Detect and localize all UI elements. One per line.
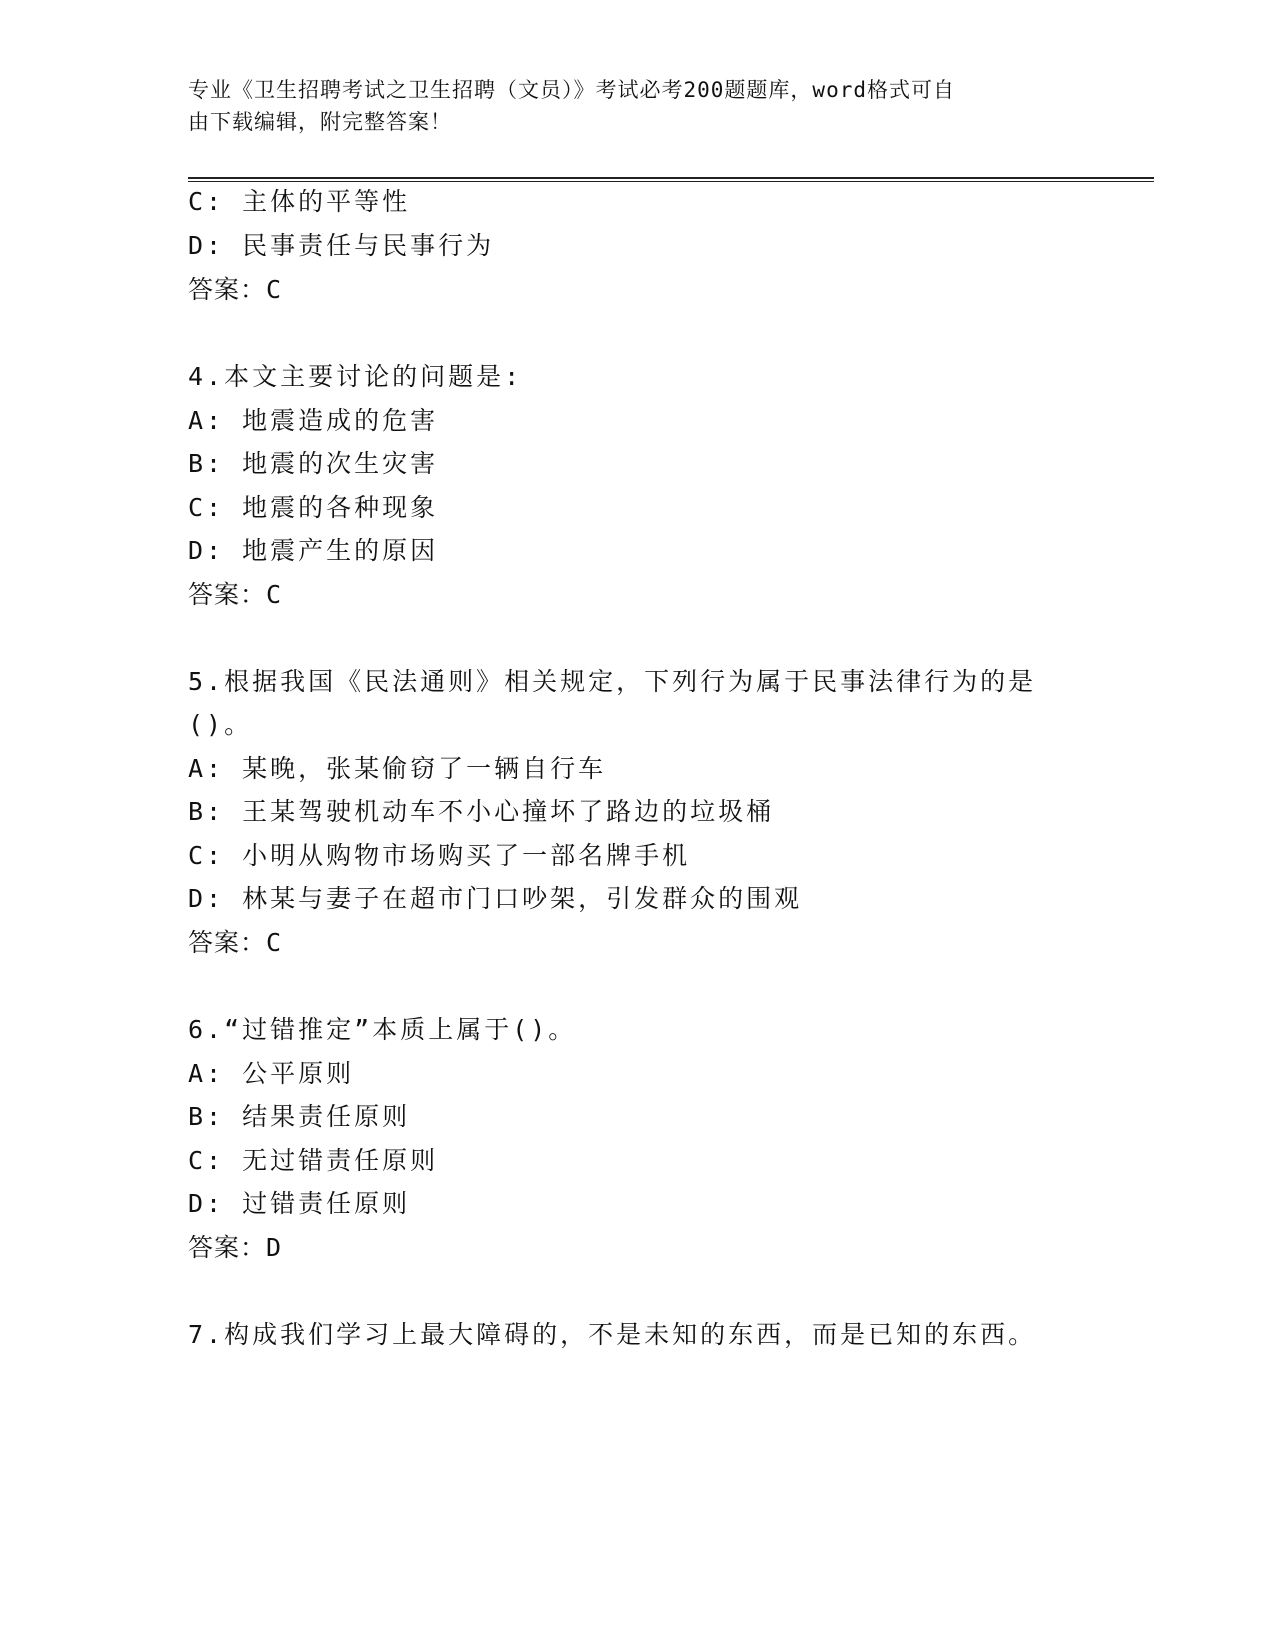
prev-answer: 答案：C xyxy=(188,275,283,304)
q6-option-a: A: 公平原则 xyxy=(188,1059,355,1088)
q7-stem: 7.构成我们学习上最大障碍的，不是未知的东西，而是已知的东西。 xyxy=(188,1320,1037,1349)
header-divider xyxy=(188,177,1154,182)
document-header xyxy=(188,74,1068,138)
q4-stem: 4.本文主要讨论的问题是: xyxy=(188,362,523,391)
header-title-line-2: 由下载编辑，附完整答案！ xyxy=(188,110,452,134)
prev-option-c: C: 主体的平等性 xyxy=(188,187,411,216)
q6-stem: 6.“过错推定”本质上属于()。 xyxy=(188,1015,577,1044)
q6-option-d: D: 过错责任原则 xyxy=(188,1189,411,1218)
q5-option-d: D: 林某与妻子在超市门口吵架，引发群众的围观 xyxy=(188,884,803,913)
q6-answer: 答案：D xyxy=(188,1233,283,1262)
q4-option-d: D: 地震产生的原因 xyxy=(188,536,439,565)
q5-stem-line-1: 5.根据我国《民法通则》相关规定，下列行为属于民事法律行为的是 xyxy=(188,667,1037,696)
q5-stem-line-2: ()。 xyxy=(188,710,253,739)
q5-option-b: B: 王某驾驶机动车不小心撞坏了路边的垃圾桶 xyxy=(188,797,775,826)
q6-option-c: C: 无过错责任原则 xyxy=(188,1146,439,1175)
q6-option-b: B: 结果责任原则 xyxy=(188,1102,411,1131)
q4-option-a: A: 地震造成的危害 xyxy=(188,406,439,435)
q5-option-c: C: 小明从购物市场购买了一部名牌手机 xyxy=(188,841,691,870)
q4-answer: 答案：C xyxy=(188,580,283,609)
q4-option-c: C: 地震的各种现象 xyxy=(188,493,439,522)
prev-option-d: D: 民事责任与民事行为 xyxy=(188,231,495,260)
q5-option-a: A: 某晚，张某偷窃了一辆自行车 xyxy=(188,754,607,783)
q4-option-b: B: 地震的次生灾害 xyxy=(188,449,439,478)
header-title-line-1: 专业《卫生招聘考试之卫生招聘（文员）》考试必考200题题库，word格式可自 xyxy=(188,78,955,102)
q5-answer: 答案：C xyxy=(188,928,283,957)
